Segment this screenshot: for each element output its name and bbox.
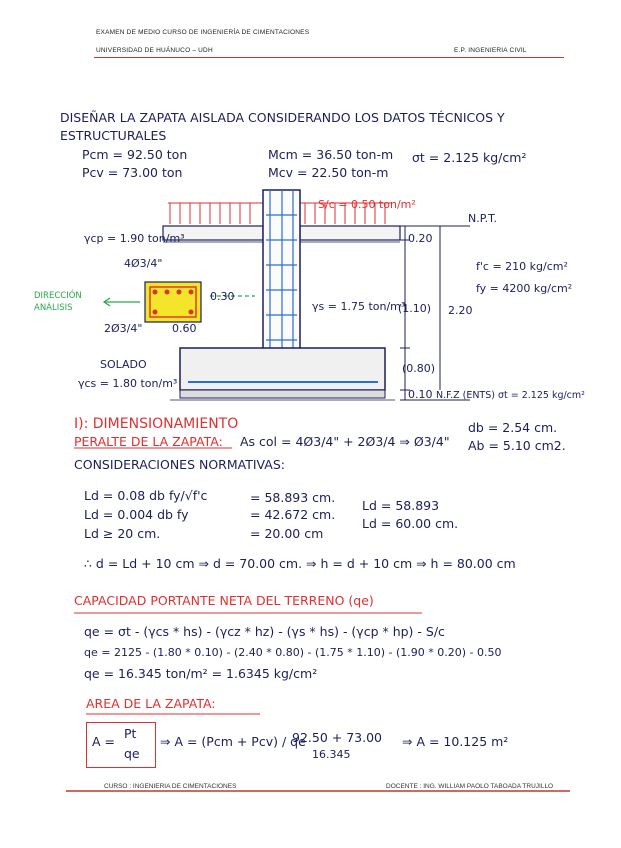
peralte-equation: As col = 4Ø3/4" + 2Ø3/4 ⇒ Ø3/4" <box>240 434 450 449</box>
solado-layer <box>180 390 385 398</box>
d-h-line: ∴ d = Ld + 10 cm ⇒ d = 70.00 cm. ⇒ h = d + 10 cm ⇒ h = 80.00 cm <box>84 556 516 571</box>
gamma-cs-label: γcs = 1.80 ton/m³ <box>78 377 178 390</box>
bars-bot-label: 2Ø3/4" <box>104 322 143 335</box>
gamma-cp-label: γcp = 1.90 ton/m³ <box>84 232 185 245</box>
surcharge-label: S/c = 0.50 ton/m² <box>318 198 416 211</box>
area-step-3-den: 16.345 <box>312 748 351 761</box>
capacity-eq-3: qe = 16.345 ton/m² = 1.6345 kg/cm² <box>84 666 318 681</box>
ld-formula-2: Ld = 0.004 db fy <box>84 507 189 522</box>
dim-020: 0.20 <box>408 232 433 245</box>
soil-capacity: σt = 2.125 kg/cm² <box>412 150 527 165</box>
bars-top-label: 4Ø3/4" <box>124 257 163 270</box>
ld-formula-1: Ld = 0.08 db fy/√f'c <box>84 488 208 503</box>
capacity-eq-2: qe = 2125 - (1.80 * 0.10) - (2.40 * 0.80) - (1.75 * 1.10) - (1.90 * 0.20) - 0.50 <box>84 646 502 659</box>
dim-030: 0.30 <box>210 290 235 303</box>
area-step-2: ⇒ A = (Pcm + Pcv) / qe <box>160 734 306 749</box>
intro-line-2: ESTRUCTURALES <box>60 128 167 143</box>
direction-label: DIRECCIÓN ANÁLISIS <box>34 291 82 313</box>
ld-result-1: Ld = 58.893 <box>362 498 440 513</box>
area-result: ⇒ A = 10.125 m² <box>402 734 509 749</box>
footing <box>180 348 385 390</box>
nfz-label: N.F.Z (ENTS) σt = 2.125 kg/cm² <box>436 390 585 401</box>
dim-220: 2.20 <box>448 304 473 317</box>
dim-010: 0.10 <box>408 388 433 401</box>
section-title: I): DIMENSIONAMIENTO <box>74 416 239 432</box>
solado-label: SOLADO <box>100 358 147 371</box>
ld-value-3: = 20.00 cm <box>250 526 324 541</box>
moment-mcm: Mcm = 36.50 ton-m <box>268 147 394 162</box>
area-step-3-num: 92.50 + 73.00 <box>292 730 382 745</box>
ld-value-2: = 42.672 cm. <box>250 507 336 522</box>
area-eq-label: A = <box>92 734 115 749</box>
university-name: UNIVERSIDAD DE HUÁNUCO – UDH <box>96 47 213 54</box>
npt-label: N.P.T. <box>468 212 498 225</box>
ld-formula-3: Ld ≥ 20 cm. <box>84 526 161 541</box>
capacity-title: CAPACIDAD PORTANTE NETA DEL TERRENO (qe) <box>74 593 374 608</box>
school-name: E.P. INGENIERIA CIVIL <box>454 47 527 54</box>
load-pcv: Pcv = 73.00 ton <box>82 165 183 180</box>
area-formula-den: qe <box>124 746 140 761</box>
load-pcm: Pcm = 92.50 ton <box>82 147 188 162</box>
fy-label: fy = 4200 kg/cm² <box>476 282 573 295</box>
ab-value: Ab = 5.10 cm2. <box>468 438 566 453</box>
area-title: AREA DE LA ZAPATA: <box>86 696 216 711</box>
exam-title: EXAMEN DE MEDIO CURSO DE INGENIERÍA DE CIMENTACIONES <box>96 29 310 36</box>
dim-h: (0.80) <box>402 362 436 375</box>
moment-mcv: Mcv = 22.50 ton-m <box>268 165 389 180</box>
db-value: db = 2.54 cm. <box>468 420 558 435</box>
column-section <box>145 282 201 322</box>
consideraciones-label: CONSIDERACIONES NORMATIVAS: <box>74 457 285 472</box>
intro-line-1: DISEÑAR LA ZAPATA AISLADA CONSIDERANDO LOS DATOS TÉCNICOS Y <box>60 110 505 125</box>
fc-label: f'c = 210 kg/cm² <box>476 260 568 273</box>
gamma-s-label: γs = 1.75 ton/m³ <box>312 300 406 313</box>
area-formula-num: Pt <box>124 726 137 741</box>
dim-110: (1.10) <box>398 302 432 315</box>
peralte-label: PERALTE DE LA ZAPATA: <box>74 434 223 449</box>
ld-value-1: = 58.893 cm. <box>250 490 336 505</box>
dim-060: 0.60 <box>172 322 197 335</box>
capacity-eq-1: qe = σt - (γcs * hs) - (γcz * hz) - (γs * hs) - (γcp * hp) - S/c <box>84 624 445 639</box>
footer-course: CURSO : INGENIERIA DE CIMENTACIONES <box>104 783 237 790</box>
floor-slab-right <box>300 226 400 240</box>
ld-result-2: Ld = 60.00 cm. <box>362 516 459 531</box>
footer-teacher: DOCENTE : ING. WILLIAM PAOLO TABOADA TRUJILLO <box>386 783 554 790</box>
